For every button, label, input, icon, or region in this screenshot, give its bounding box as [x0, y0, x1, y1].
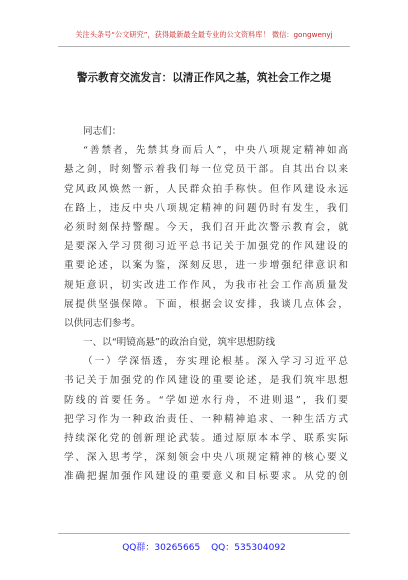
- paragraph-line: 重要论述，以案为鉴，深刻反思，进一步增强纪律意识和: [64, 260, 348, 272]
- header-divider: [58, 46, 350, 47]
- paragraph-line: 在路上，违反中央八项规定精神的问题仍时有发生，我们: [64, 202, 348, 214]
- paragraph-line: （一）学深悟透，夯实理论根基。深入学习习近平总: [83, 356, 348, 368]
- section-heading: 一、以“明镜高悬”的政治自觉，筑牢思想防线: [83, 337, 276, 349]
- paragraph-line: 展提供坚强保障。下面，根据会议安排，我谈几点体会，: [64, 298, 348, 310]
- paragraph-line: 是要深入学习贯彻习近平总书记关于加强党的作风建设的: [64, 241, 348, 253]
- document-title: 警示教育交流发言：以清正作风之基，筑社会工作之堤: [76, 72, 332, 84]
- paragraph-line: 以供同志们参考。: [64, 317, 141, 329]
- document-body: [64, 122, 348, 487]
- paragraph-line: 规矩意识，切实改进工作作风，为我市社会工作高质量发: [64, 279, 348, 291]
- paragraph-line: 悬之剑，时刻警示着我们每一位党员干部。自其出台以来: [64, 164, 348, 176]
- paragraph-line: 必须时刻保持警醒。今天，我们召开此次警示教育会，就: [64, 221, 348, 233]
- paragraph-line: 防线的首要任务。“学如逆水行舟，不进则退”，我们要: [64, 394, 348, 406]
- footer-divider: [58, 533, 350, 534]
- footer-qq-number: QQ：535304092: [211, 543, 286, 553]
- paragraph-line: 书记关于加强党的作风建设的重要论述，是我们筑牢思想: [64, 375, 348, 387]
- paragraph-line: 把学习作为一种政治责任、一种精神追求、一种生活方式: [64, 413, 348, 425]
- paragraph-line: “善禁者，先禁其身而后人”，中央八项规定精神如高: [83, 145, 348, 157]
- paragraph-line: 学、深入思考学，深刻领会中央八项规定精神的核心要义: [64, 452, 348, 464]
- footer-contacts: [0, 540, 408, 553]
- footer-qq-group: QQ群：30265665: [122, 543, 201, 553]
- paragraph-line: 准确把握加强作风建设的重要意义和目标要求。从党的创: [64, 471, 348, 483]
- salutation-line: 同志们：: [83, 126, 122, 137]
- header-promo-note: 关注头条号“公文研究”，获得最新最全最专业的公文资料库！ 微信：gongwenyj: [75, 30, 333, 39]
- paragraph-line: 党风政风焕然一新，人民群众拍手称快。但作风建设永远: [64, 183, 348, 195]
- paragraph-line: 持续深化党的创新理论武装。通过原原本本学、联系实际: [64, 433, 348, 444]
